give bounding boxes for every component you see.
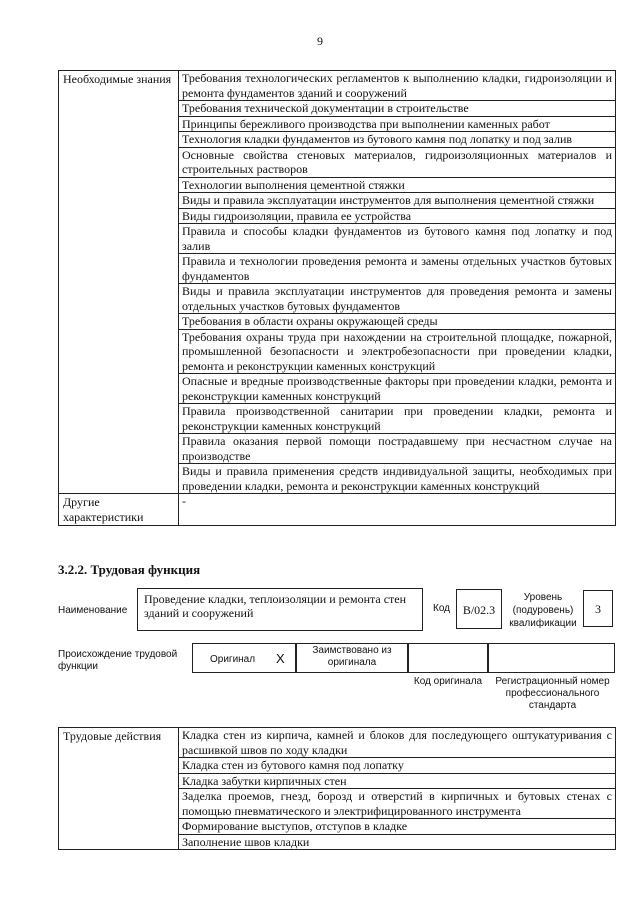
actions-table (58, 727, 616, 850)
action-item: Кладка забутки кирпичных стен (179, 773, 616, 789)
knowledge-item: Основные свойства стеновых материалов, гидроизоляционных материалов и строительных растворов (179, 147, 616, 177)
reg-number-label: Регистрационный номер профессионального стандарта (495, 676, 610, 711)
code-original-label: Код оригинала (413, 676, 483, 687)
other-value: - (179, 494, 616, 526)
action-label: Трудовые действия (59, 728, 179, 850)
knowledge-item: Требования технической документации в строительстве (179, 101, 616, 117)
level-value: 3 (595, 602, 601, 616)
other-row (59, 494, 616, 526)
level-label: Уровень (подуровень) квалификации (509, 592, 577, 629)
action-item: Кладка стен из бутового камня под лопатку (179, 758, 616, 774)
knowledge-row (59, 71, 616, 101)
reg-number-cell (488, 643, 615, 673)
knowledge-item: Принципы бережливого производства при выполнении каменных работ (179, 116, 616, 132)
level-box (583, 590, 613, 627)
action-item: Кладка стен из кирпича, камней и блоков для последующего оштукатуривания с расшивкой швов по ходу кладки (179, 728, 616, 758)
knowledge-item: Технологии выполнения цементной стяжки (179, 177, 616, 193)
code-box (456, 589, 502, 629)
knowledge-item: Опасные и вредные производственные факторы при проведении кладки, ремонта и реконструкции каменных конструкций (179, 374, 616, 404)
knowledge-item: Требования технологических регламентов к выполнению кладки, гидроизоляции и ремонта фундаментов зданий и сооружений (179, 71, 616, 101)
function-name-box (137, 588, 423, 631)
knowledge-label: Необходимые знания (59, 71, 179, 494)
action-item: Формирование выступов, отступов в кладке (179, 819, 616, 835)
code-original-cell (408, 643, 488, 673)
name-label: Наименование (58, 605, 128, 616)
knowledge-item: Виды и правила применения средств индивидуальной защиты, необходимых при проведении кладки, ремонта и реконструкции каменных конструкций (179, 464, 616, 494)
code-label: Код (433, 603, 451, 614)
origin-label: Происхождение трудовой функции (58, 649, 178, 672)
actions-table-body (59, 728, 616, 850)
original-label: Оригинал (210, 654, 256, 665)
knowledge-item: Требования в области охраны окружающей среды (179, 314, 616, 330)
code-value: В/02.3 (462, 603, 496, 617)
borrowed-label: Заимствовано из оригинала (312, 645, 392, 668)
page-number: 9 (317, 34, 323, 48)
knowledge-item: Технология кладки фундаментов из бутового камня под лопатку и под залив (179, 132, 616, 148)
knowledge-table-body (59, 71, 616, 526)
knowledge-item: Требования охраны труда при нахождении на строительной площадке, пожарной, промышленной безопасности и электробезопасности при проведении кладки, ремонта и реконструкции каменных конструкций (179, 329, 616, 374)
action-item: Заделка проемов, гнезд, борозд и отверстий в кирпичных и бутовых стенах с помощью пневматического и электрифицированного инструмента (179, 789, 616, 819)
knowledge-item: Виды гидроизоляции, правила ее устройства (179, 208, 616, 224)
action-row (59, 728, 616, 758)
knowledge-item: Виды и правила эксплуатации инструментов для проведения ремонта и замены отдельных участков бутовых фундаментов (179, 284, 616, 314)
knowledge-item: Правила оказания первой помощи пострадавшему при несчастном случае на производстве (179, 434, 616, 464)
knowledge-item: Виды и правила эксплуатации инструментов для выполнения цементной стяжки (179, 193, 616, 209)
knowledge-item: Правила и способы кладки фундаментов из бутового камня под лопатку и под залив (179, 224, 616, 254)
action-item: Заполнение швов кладки (179, 834, 616, 850)
original-mark: X (276, 651, 285, 666)
knowledge-item: Правила и технологии проведения ремонта и замены отдельных участков бутовых фундаментов (179, 254, 616, 284)
knowledge-table (58, 70, 616, 526)
other-label: Другие характеристики (59, 494, 179, 526)
function-name-value: Проведение кладки, теплоизоляции и ремонта стен зданий и сооружений (144, 592, 407, 620)
section-title: 3.2.2. Трудовая функция (58, 562, 201, 577)
knowledge-item: Правила производственной санитарии при проведении кладки, ремонта и реконструкции каменных конструкций (179, 404, 616, 434)
